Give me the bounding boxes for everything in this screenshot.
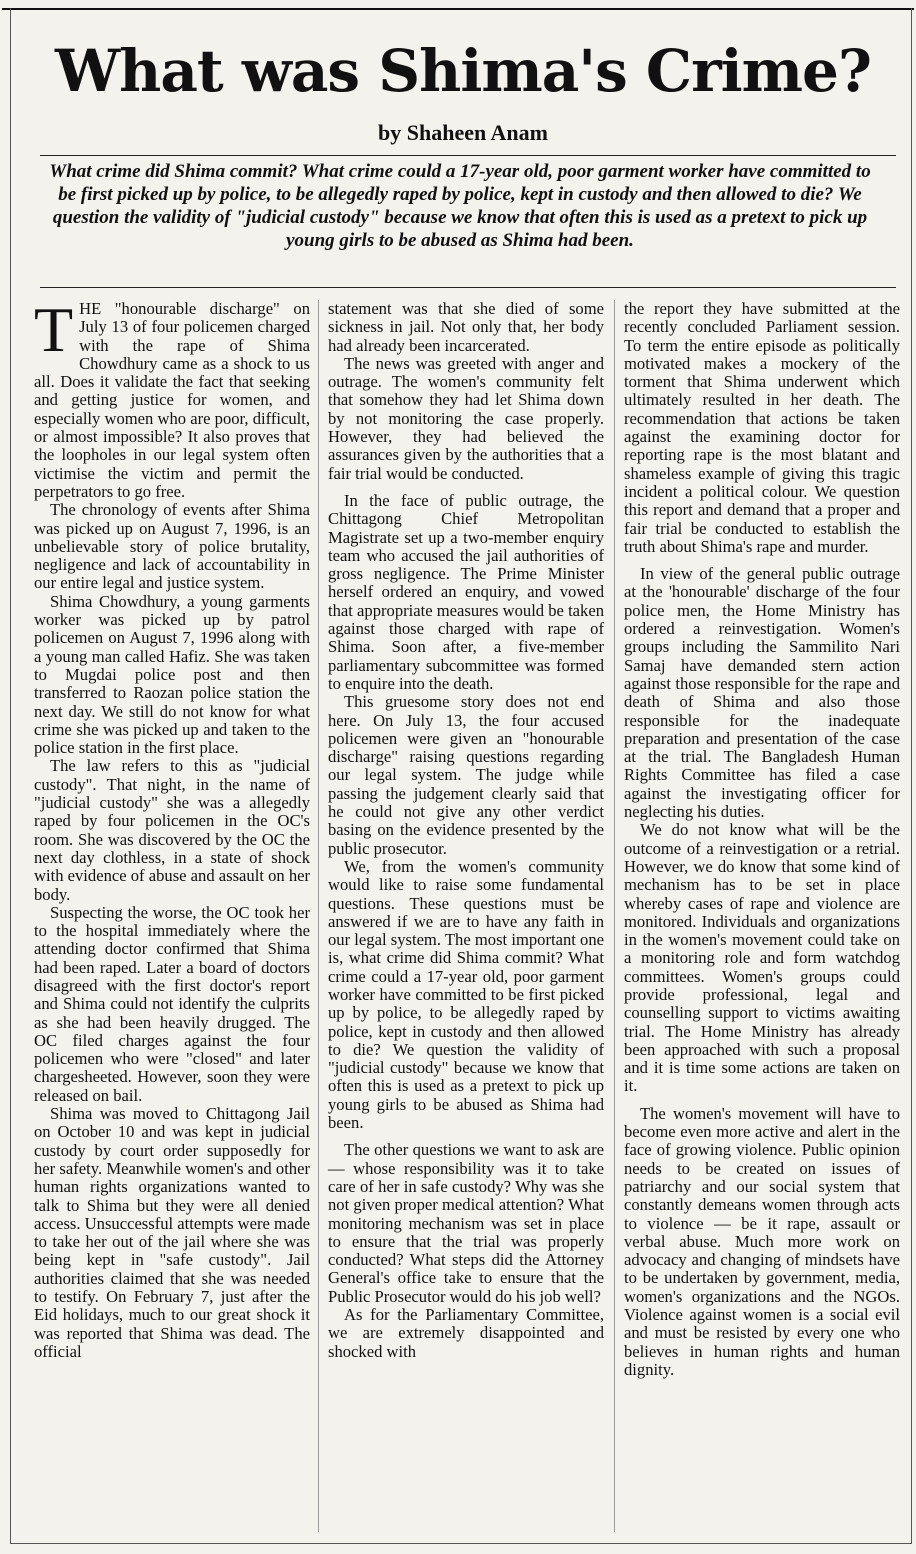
- headline: What was Shima's Crime?: [55, 37, 871, 105]
- paragraph: statement was that she died of some sickness in jail. Not only that, her body had already been incarcerated.: [328, 299, 604, 355]
- drop-cap: T: [34, 294, 74, 365]
- deck-rule-bottom: [40, 287, 896, 288]
- paragraph: Suspecting the worse, the OC took her to the hospital immediately where the attending doctor confirmed that Shima had been raped. Later a board of doctors disagreed with the first doctor's report and Shima could not identify the culprits as she had been heavily drugged. The OC filed charges against the four policemen who were "closed" and later chargesheeted. However, soon they were released on bail.: [34, 902, 310, 1105]
- paragraph: In the face of public outrage, the Chittagong Chief Metropolitan Magistrate set up a two-member enquiry team who accused the jail authorities of gross negligence. The Prime Minister herself ordered an enquiry, and vowed that appropriate measures would be taken against those charged with rape of Shima. Soon after, a five-member parliamentary subcommittee was formed to enquire into the death.: [328, 490, 605, 693]
- paragraph: In view of the general public outrage at the 'honourable' discharge of the four police men, the Home Ministry has ordered a reinvestigation. Women's groups including the Sammilito Nari Samaj have demanded stern action against those responsible for the rape and death of Shima and also those responsible for the inadequate preparation and presentation of the case at the trial. The Bangladesh Human Rights Committee has filed a case against the investigating officer for neglecting his duties.: [624, 564, 900, 822]
- bottom-border: [10, 1543, 912, 1544]
- column-1: [34, 294, 311, 1361]
- column-3: [624, 300, 900, 1379]
- paragraph: Shima Chowdhury, a young garments worker was picked up by patrol policemen on August 7, 1996 along with a young man called Hafiz. She was taken to Mugdai police post and then transferred to Raozan police station the next day. We still do not know for what crime she was picked up and taken to the police station in the first place.: [34, 591, 310, 758]
- paragraph: The women's movement will have to become even more active and alert in the face of growing violence. Public opinion needs to be created on issues of patriarchy and our social system that constantly demeans women through acts to violence — be it rape, assault or verbal abuse. Much more work on advocacy and changing of mindsets have to be undertaken by government, media, women's organizations and the NGOs. Violence against women is a social evil and must be resisted by every one who believes in human rights and human dignity.: [624, 1103, 900, 1379]
- paragraph: As for the Parliamentary Committee, we are extremely disappointed and shocked with: [328, 1305, 604, 1361]
- paragraph-text: HE "honourable discharge" on July 13 of four policemen charged with the rape of Shima Chowdhury came as a shock to us all. Does it validate the fact that seeking and getting justice for women, and especially women who are poor, difficult, or almost impossible? It also proves that the loopholes in our legal system often victimise the victim and permit the perpetrators to go free.: [34, 299, 310, 501]
- column-2: [328, 300, 604, 1361]
- right-border: [911, 8, 912, 1544]
- paragraph: the report they have submitted at the recently concluded Parliament session. To term the entire episode as politically motivated makes a mockery of the torment that Shima underwent which ultimately resulted in her death. The recommendation that actions be taken against the examining doctor for reporting rape is the most blatant and shameless example of giving this tragic incident a political colour. We question this report and demand that a proper and fair trial be conducted to establish the truth about Shima's rape and murder.: [624, 299, 900, 556]
- deck-rule-top: [40, 155, 896, 156]
- left-border: [10, 8, 11, 1544]
- paragraph: The news was greeted with anger and outrage. The women's community felt that somehow they had let Shima down by not monitoring the case properly. However, they had believed the assurances given by the authorities that a fair trial would be conducted.: [328, 353, 604, 483]
- paragraph: We do not know what will be the outcome of a reinvestigation or a retrial. However, we do know that some kind of mechanism has to be set in place whereby cases of rape and violence are monitored. Individuals and organizations in the women's movement could take on a monitoring role and form watchdog committees. Women's groups could provide professional, legal and counselling support to victims awaiting trial. The Home Ministry has already been approached with such a proposal and it is time some actions are taken on it.: [624, 820, 900, 1096]
- paragraph: This gruesome story does not end here. On July 13, the four accused policemen were given an "honourable discharge" raising questions regarding our legal system. The judge while passing the judgement clearly said that he could not give any other verdict basing on the evidence presented by the public prosecutor.: [328, 692, 604, 858]
- paragraph: [34, 294, 310, 501]
- paragraph: We, from the women's community would like to raise some fundamental questions. These questions must be answered if we are to have any faith in our legal system. The most important one is, what crime did Shima commit? What crime could a 17-year old, poor garment worker have committed to be first picked up by police, to be allegedly raped by police, kept in custody and then allowed to die? We question the validity of "judicial custody" because we know that often this is used as a pretext to pick up young girls to be abused as Shima had been.: [328, 856, 604, 1133]
- deck-summary: What crime did Shima commit? What crime could a 17-year old, poor garment worker have committed to be first picked up by police, to be allegedly raped by police, kept in custody and then allowed to die? We question the validity of "judicial custody" because we know that often this is used as a pretext to pick up young girls to be abused as Shima had been.: [49, 161, 871, 251]
- paragraph: The other questions we want to ask are — whose responsibility was it to take care of her in safe custody? Why was she not given proper medical attention? What monitoring mechanism was set in place to ensure that the trial was properly conducted? What steps did the Attorney General's office take to ensure that the Public Prosecutor would do his job well?: [328, 1140, 604, 1306]
- top-rule: [2, 8, 914, 10]
- column-divider-2: [614, 300, 615, 1532]
- paragraph: Shima was moved to Chittagong Jail on October 10 and was kept in judicial custody by court order supposedly for her safety. Meanwhile women's and other human rights organizations wanted to talk to Shima but they were all denied access. Unsuccessful attempts were made to take her out of the jail where she was being kept in "safe custody". Jail authorities claimed that she was needed to testify. On February 7, just after the Eid holidays, much to our great shock it was reported that Shima was dead. The official: [34, 1104, 310, 1361]
- paragraph: The law refers to this as "judicial custody". That night, in the name of "judicial custody" she was a allegedly raped by four policemen in the OC's room. She was discovered by the OC the next day clothless, in a state of shock with evidence of abuse and assault on her body.: [34, 756, 311, 904]
- paragraph: The chronology of events after Shima was picked up on August 7, 1996, is an unbelievable story of police brutality, negligence and lack of accountability in our entire legal and justice system.: [34, 500, 310, 593]
- column-divider-1: [318, 300, 319, 1532]
- byline: by Shaheen Anam: [378, 120, 548, 145]
